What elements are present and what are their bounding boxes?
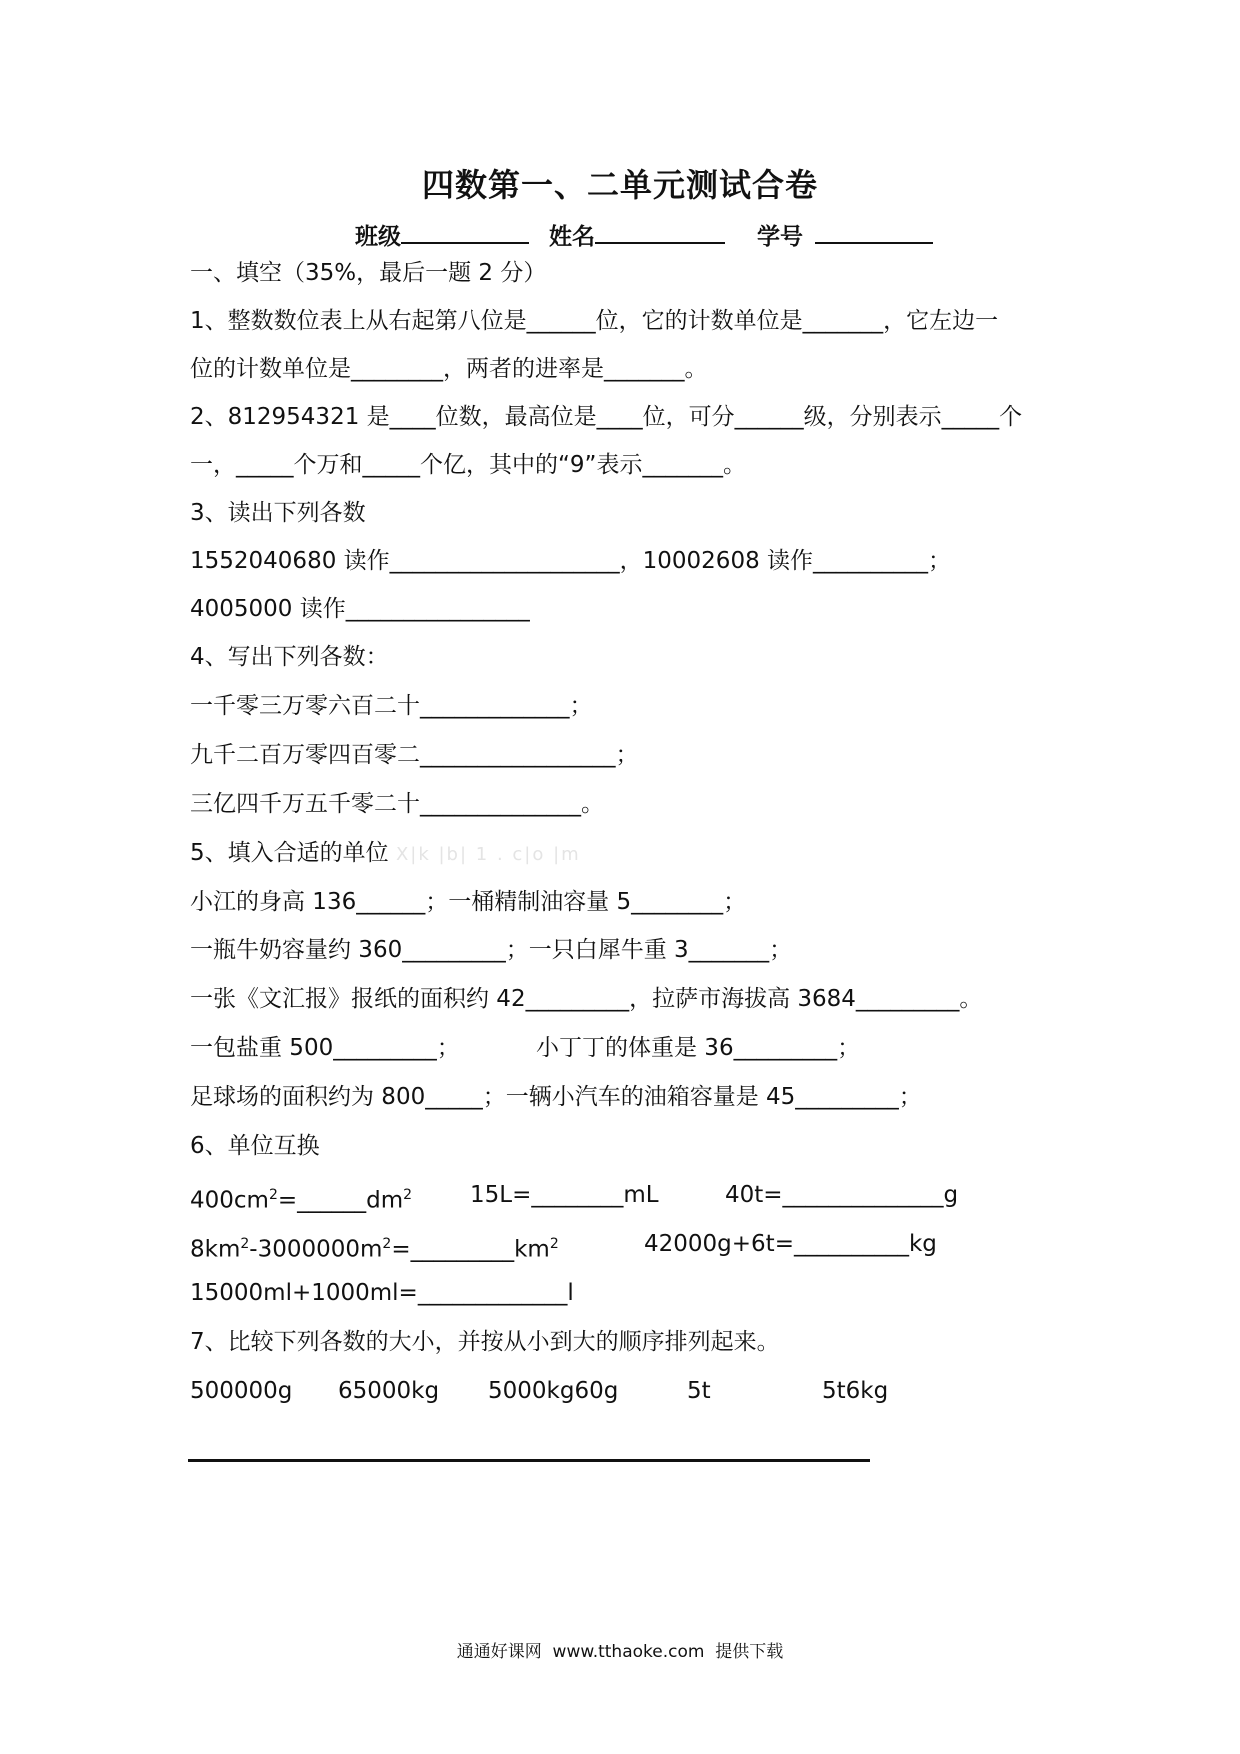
q2-line1: 2、812954321 是____位数，最高位是____位，可分______级，分别表示_____个 <box>190 404 1023 430</box>
q6-r2c2: 42000g+6t=__________kg <box>644 1231 937 1257</box>
class-blank[interactable] <box>401 220 529 244</box>
student-id-blank[interactable] <box>815 220 933 244</box>
name-blank[interactable] <box>595 220 725 244</box>
watermark-text: X|k |b| 1 . c|o |m <box>395 844 581 865</box>
q6-r1c1 <box>190 1180 412 1216</box>
page-title: 四数第一、二单元测试合卷 <box>421 166 818 204</box>
q7-item: 5t6kg <box>822 1378 889 1404</box>
q7-item: 65000kg <box>338 1378 440 1404</box>
q5-line3: 一张《文汇报》报纸的面积约 42_________，拉萨市海拔高 3684_________。 <box>190 986 983 1012</box>
superscript-2: 2 <box>403 1187 413 1203</box>
superscript-2: 2 <box>268 1187 278 1203</box>
q7-item: 5t <box>687 1378 711 1404</box>
q1-line2: 位的计数单位是________，两者的进率是_______。 <box>190 356 708 382</box>
q1-line1: 1、整数数位表上从右起第八位是______位，它的计数单位是_______，它左边一 <box>190 308 999 334</box>
section-heading: 一、填空（35%，最后一题 2 分） <box>190 260 547 286</box>
name-label: 姓名 <box>549 224 596 250</box>
q5-line4b: 小丁丁的体重是 36_________； <box>536 1035 861 1061</box>
q7-heading: 7、比较下列各数的大小，并按从小到大的顺序排列起来。 <box>190 1329 780 1355</box>
q6-r2c1-pre: 8km <box>190 1236 241 1263</box>
q4-line3: 三亿四千万五千零二十______________。 <box>190 791 604 817</box>
q4-line1: 一千零三万零六百二十_____________； <box>190 693 593 719</box>
student-info-row <box>355 218 945 251</box>
answer-line[interactable] <box>188 1459 870 1462</box>
q6-r1c2: 15L=________mL <box>470 1182 659 1208</box>
q6-r1c1-pre: 400cm <box>190 1187 269 1214</box>
q3-line1: 1552040680 读作____________________，10002608 读作__________； <box>190 548 952 574</box>
q3-heading: 3、读出下列各数 <box>190 500 366 526</box>
superscript-2: 2 <box>382 1236 392 1252</box>
q5-heading: 5、填入合适的单位 <box>190 840 389 866</box>
q3-line2: 4005000 读作________________ <box>190 596 530 622</box>
q6-r2c1-mid: -3000000m <box>249 1236 383 1263</box>
q7-item: 5000kg60g <box>488 1378 619 1404</box>
footer-credit: 通通好课网 www.tthaoke.com 提供下载 <box>456 1642 784 1662</box>
class-label: 班级 <box>355 224 401 250</box>
q4-line2: 九千二百万零四百零二_________________； <box>190 742 639 768</box>
q5-line4a: 一包盐重 500_________； <box>190 1035 460 1061</box>
q2-line2: 一，_____个万和_____个亿，其中的“9”表示_______。 <box>190 452 746 478</box>
student-id-label: 学号 <box>757 224 804 250</box>
q5-line2: 一瓶牛奶容量约 360_________；一只白犀牛重 3_______； <box>190 937 793 963</box>
q5-line1: 小江的身高 136______；一桶精制油容量 5________； <box>190 889 747 915</box>
q4-heading: 4、写出下列各数： <box>190 644 389 670</box>
q5-line5: 足球场的面积约为 800_____；一辆小汽车的油箱容量是 45_________； <box>190 1084 922 1110</box>
q6-r1c3: 40t=______________g <box>725 1182 959 1208</box>
q6-r3c1: 15000ml+1000ml=_____________l <box>190 1280 574 1306</box>
q6-r2c1 <box>190 1229 559 1265</box>
q5-heading-row <box>190 838 581 870</box>
superscript-2: 2 <box>549 1236 559 1252</box>
superscript-2: 2 <box>240 1236 250 1252</box>
q6-r2c1-post: =_________km <box>391 1236 550 1263</box>
q7-item: 500000g <box>190 1378 293 1404</box>
q6-r1c1-mid: =______dm <box>277 1187 404 1214</box>
q6-heading: 6、单位互换 <box>190 1133 320 1159</box>
